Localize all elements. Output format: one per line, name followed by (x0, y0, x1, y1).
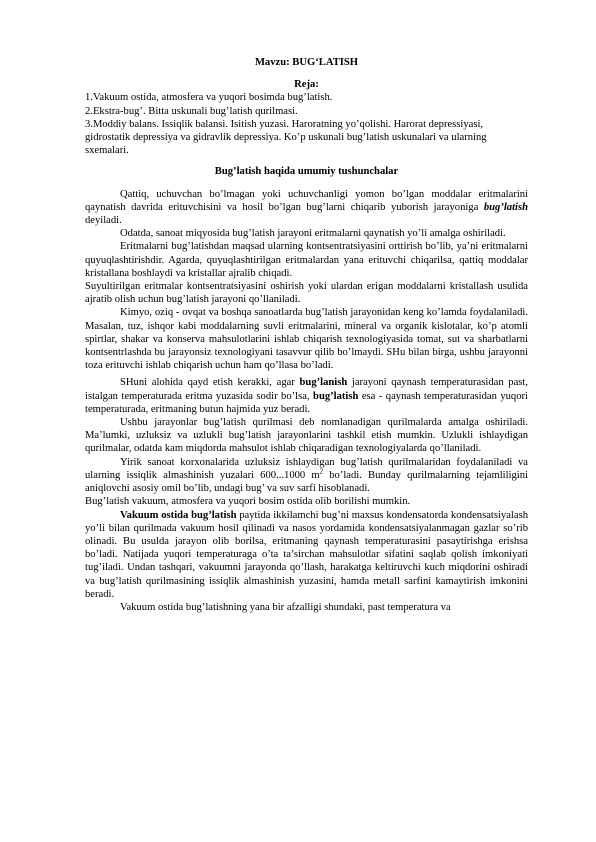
term-bug-latish: bug’latish (483, 201, 528, 213)
paragraph: Kimyo, oziq - ovqat va boshqa sanoatlarda bug’latish jarayonidan keng ko’lamda foydalaniladi. Masalan, tuz, ishqor kabi moddalarning suvli eritmalarini, mineral va organik kislotalar, ko’p atomli spirtlar, shakar va konserva mahsulotlarini ishlab chiqarish texnologiyasida tomat, sut va sharbatlarni kontsentrlashda bu jarayonsiz texnologiyani tasavvur qilib bo’lmaydi. SHu bilan birga, ushbu jarayonni toza erituvchi ishlab chiqarish uchun ham qo’llasa bo’ladi. (85, 307, 528, 372)
paragraph-text: jarayoni qaynash temperaturasidan past, istalgan temperaturada eritma yuzasida sodir bo’lsa, (85, 377, 528, 402)
paragraph: Vakuum ostida bug’latishning yana bir afzalligi shundaki, past temperatura va (120, 601, 451, 613)
section-heading: Bug’latish haqida umumiy tushunchalar (214, 166, 399, 178)
paragraph-definition (85, 188, 528, 228)
term-bug-lanish: bug’lanish (299, 377, 348, 389)
document-title: Mavzu: BUG‘LATISH (254, 57, 359, 68)
plan-item: 2.Ekstra-bug’. Bitta uskunali bug’latish qurilmasi. (85, 105, 298, 117)
paragraph-industrial (85, 456, 528, 496)
paragraph-text: bo’ladi. Bunday qurilmalarning tejamliligini aniqlovchi asosiy omil bo’lib, undagi bug’ va suv sarfi hisoblanadi. (85, 469, 528, 495)
paragraph-distinction (85, 376, 528, 416)
term-vakuum-ostida: Vakuum ostida bug’latish (120, 509, 237, 521)
plan-item: 1.Vakuum ostida, atmosfera va yuqori bosimda bug’latish. (85, 92, 333, 104)
paragraph: Bug’latish vakuum, atmosfera va yuqori bosim ostida olib borilishi mumkin. (85, 496, 411, 508)
document-page (85, 56, 528, 614)
superscript: 2 (319, 467, 324, 476)
paragraph-text: paytida ikkilamchi bug’ni maxsus kondensatorda kondensatsiyalash yo’li bilan qurilmada vakuum hosil qilinadi va nasos yordamida kondensatsiyalanmagan gazlar so’rib olinadi. Bu usulda jarayon olib borilsa, eritmaning qaynash temperaturasini pasaytirishga erishsa bo’ladi. Natijada yuqori temperaturaga o’ta ta’sirchan mahsulotlar sifatini saqlab qolish imkoniyati tug’iladi. Undan tashqari, vakuumni jarayonda qo’llash, harakatga keltiruvchi kuch miqdorini oshiradi va bug’latish qurilmasining issiqlik almashinish yuzasini, hamda metall sarfini kamaytirish imkonini beradi. (85, 509, 528, 600)
paragraph-text: deyiladi. (85, 215, 122, 227)
paragraph: Suyultirilgan eritmalar kontsentratsiyasini oshirish yoki ulardan erigan moddalarni kristallash usulida ajratib olish uchun bug’latish jarayoni qo’llaniladi. (85, 281, 528, 306)
paragraph-text: Qattiq, uchuvchan bo’lmagan yoki uchuvchanligi yomon bo’lgan moddalar eritmalarini qaynatish davrida erituvchisini va hosil bo’lgan bug’larni chiqarib yuborish jarayoniga (85, 188, 528, 213)
paragraph-text: SHuni alohida qayd etish kerakki, agar (120, 377, 300, 389)
paragraph: Ushbu jarayonlar bug’latish qurilmasi deb nomlanadigan qurilmalarda amalga oshiriladi. Ma’lumki, uzluksiz va uzlukli bug’latish jarayonlarini tashkil etish mumkin. Uzlukli ishlaydigan qurilmalar, odatda kam miqdorda mahsulot ishlab chiqaradigan texnologiyalarda qo’llaniladi. (85, 417, 528, 455)
term-bug-latish: bug’latish (313, 390, 359, 402)
paragraph-text: esa - qaynash temperaturasidan yuqori temperaturada, eritmaning butun hajmida yuz beradi. (85, 390, 528, 415)
paragraph-text: Yirik sanoat korxonalarida uzluksiz ishlaydigan bug’latish qurilmalaridan foydalaniladi va ularning issiqlik almashinish yuzalari 600...1000 m (85, 456, 528, 481)
paragraph: Eritmalarni bug’latishdan maqsad ularning kontsentratsiyasini orttirish bo’lib, ya’ni eritmalarni quyuqlashtirishdir. Agarda, quyuqlashtirilgan eritmalardan yana erituvchi chiqarilsa, qattiq moddalar kristallana boshlaydi va kristallar ajralib chiqadi. (85, 241, 528, 279)
plan-item: 3.Moddiy balans. Issiqlik balansi. Isitish yuzasi. Haroratning yo’qolishi. Harorat depressiyasi, gidrostatik depressiya va gidravlik depressiya. Ko’p uskunali bug’latish uskunalari va ularning sxemalari. (85, 118, 487, 157)
paragraph: Odatda, sanoat miqyosida bug’latish jarayoni eritmalarni qaynatish yo’li amalga oshiriladi. (120, 228, 506, 240)
plan-heading: Reja: (294, 79, 319, 91)
paragraph-vacuum (85, 509, 528, 601)
plan-list (85, 91, 528, 157)
